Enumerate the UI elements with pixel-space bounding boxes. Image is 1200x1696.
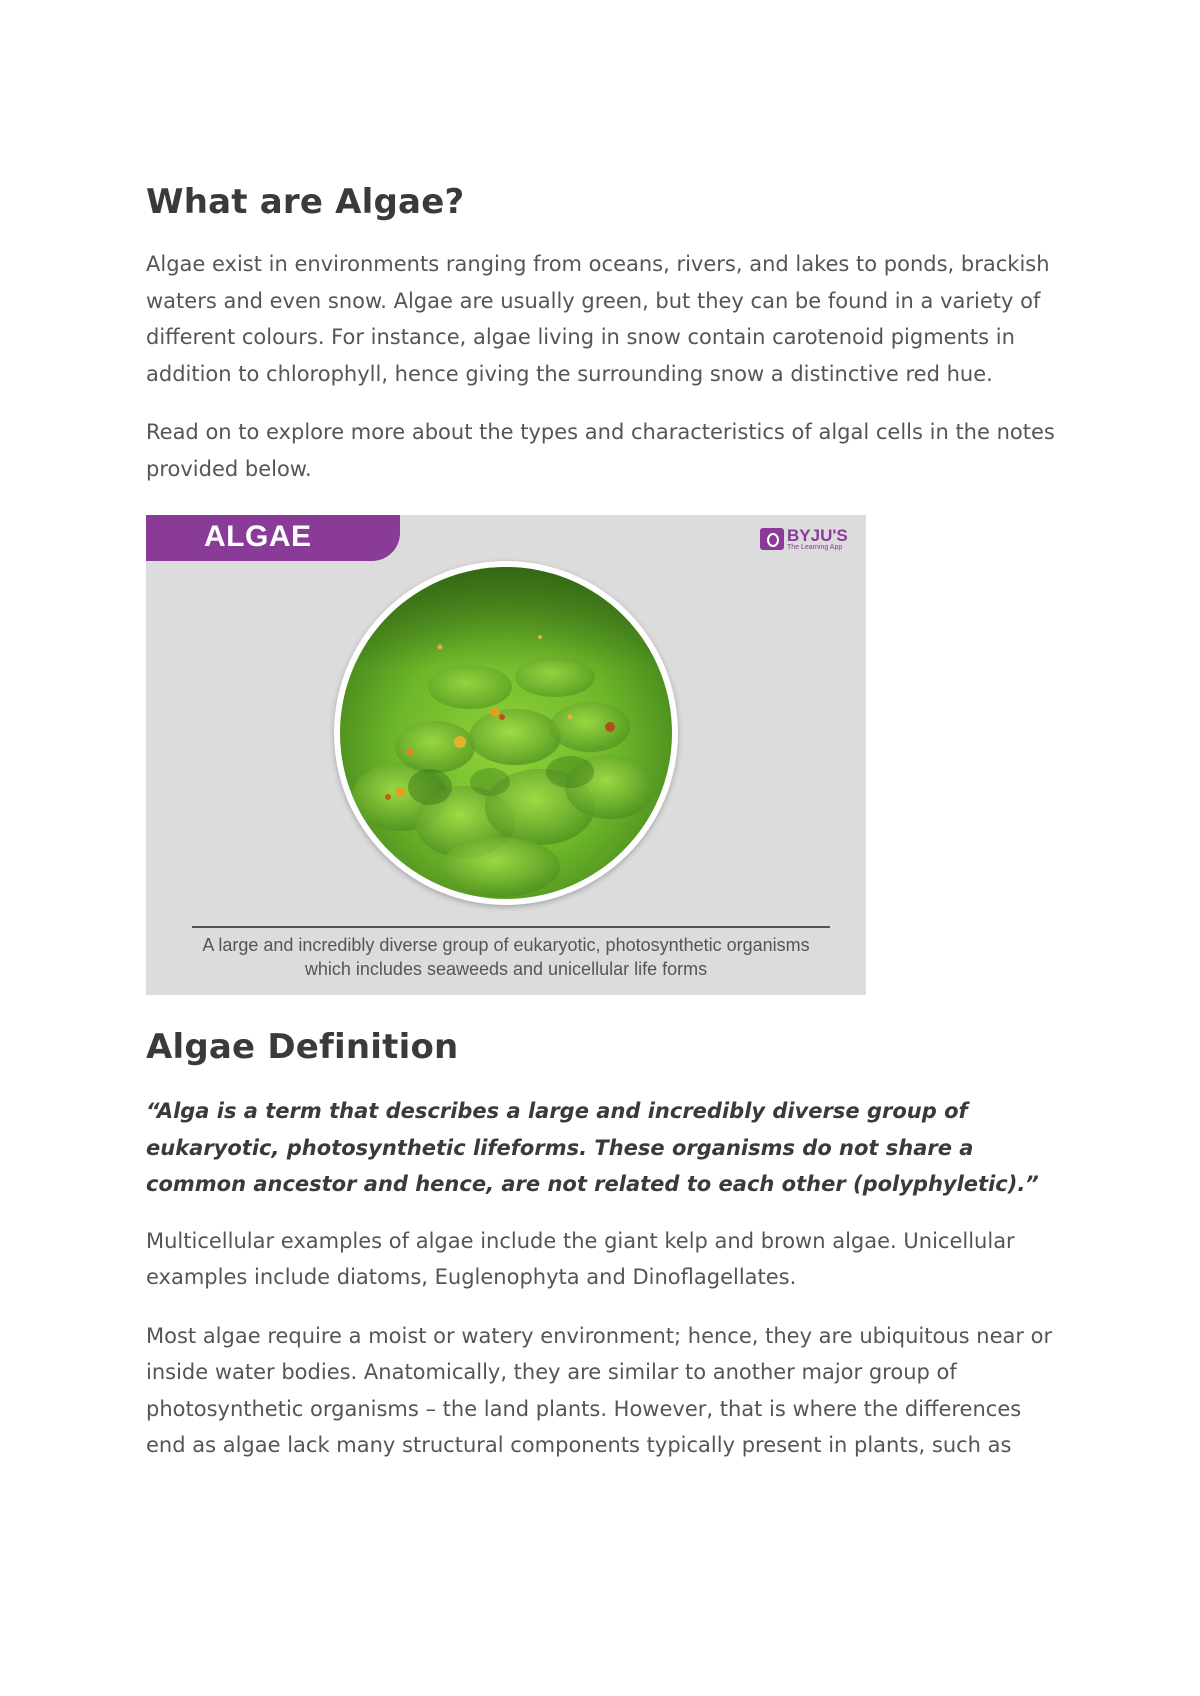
definition-quote: “Alga is a term that describes a large and incredibly diverse group of eukaryotic, photosynthetic lifeforms. These organisms do not share a common ancestor and hence, are not related to each other (polyphyletic).”	[146, 1099, 1039, 1196]
banner-title: ALGAE	[204, 520, 312, 553]
algae-photo-image	[340, 567, 672, 899]
document-page	[146, 178, 1066, 1464]
byjus-logo	[760, 527, 848, 557]
byjus-logo-icon	[760, 528, 784, 550]
caption-line-2: which includes seaweeds and unicellular life forms	[304, 959, 708, 979]
title-banner	[146, 515, 400, 561]
read-on-paragraph: Read on to explore more about the types and characteristics of algal cells in the notes provided below.	[146, 420, 1055, 481]
examples-paragraph: Multicellular examples of algae include the giant kelp and brown algae. Unicellular examples include diatoms, Euglenophyta and Dinoflagellates.	[146, 1228, 1015, 1289]
logo-name: BYJU'S	[787, 526, 848, 545]
figure-caption	[146, 933, 866, 981]
section-heading-algae-definition: Algae Definition	[146, 1027, 459, 1067]
logo-tagline: The Learning App	[787, 544, 843, 551]
caption-line-1: A large and incredibly diverse group of eukaryotic, photosynthetic organisms	[202, 935, 810, 955]
caption-divider	[192, 926, 830, 928]
environment-paragraph: Most algae require a moist or watery environment; hence, they are ubiquitous near or inside water bodies. Anatomically, they are similar to another major group of photosynthetic organisms – the land plants. However, that is where the differences end as algae lack many structural components typically present in plants, such as	[146, 1323, 1053, 1457]
intro-paragraph: Algae exist in environments ranging from oceans, rivers, and lakes to ponds, brackish waters and even snow. Algae are usually green, but they can be found in a variety of different colours. For instance, algae living in snow contain carotenoid pigments in addition to chlorophyll, hence giving the surrounding snow a distinctive red hue.	[146, 252, 1050, 386]
algae-infographic	[146, 515, 866, 995]
algae-photo	[334, 561, 678, 905]
section-heading-what-are-algae: What are Algae?	[146, 182, 465, 222]
